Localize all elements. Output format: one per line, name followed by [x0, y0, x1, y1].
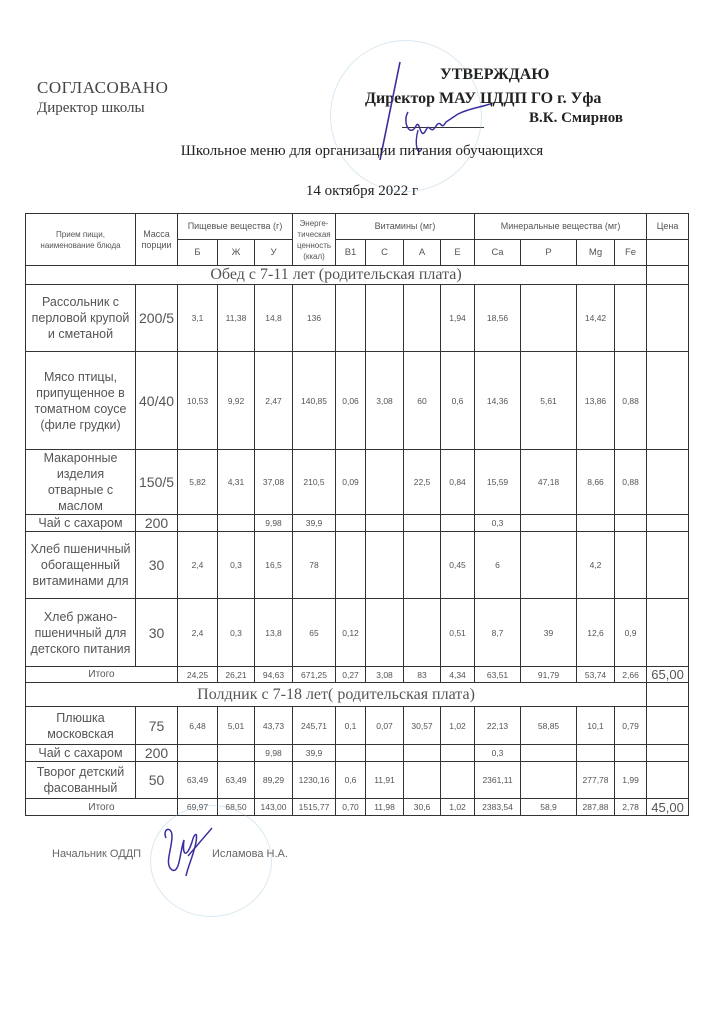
- dish-price: [647, 762, 689, 799]
- total-row: [26, 667, 689, 683]
- total-c: 11,98: [366, 799, 404, 816]
- dish-b1: [336, 285, 366, 352]
- agreed-label: СОГЛАСОВАНО: [37, 78, 169, 97]
- dish-e: 0,45: [441, 532, 475, 599]
- total-row: [26, 799, 689, 816]
- dish-e: 0,84: [441, 450, 475, 515]
- total-mg: 287,88: [577, 799, 615, 816]
- total-p: 58,9: [521, 799, 577, 816]
- dish-mg: [577, 515, 615, 532]
- dish-mass: 200: [136, 515, 178, 532]
- dish-ca: 18,56: [475, 285, 521, 352]
- dish-a: [404, 599, 441, 667]
- dish-zh: 5,01: [218, 707, 255, 745]
- dish-price: [647, 352, 689, 450]
- dish-a: [404, 532, 441, 599]
- total-c: 3,08: [366, 667, 404, 683]
- dish-fe: [615, 285, 647, 352]
- dish-e: 1,02: [441, 707, 475, 745]
- dish-name: Чай с сахаром: [26, 515, 136, 532]
- dish-zh: [218, 745, 255, 762]
- dish-name: Мясо птицы, припущенное в томатном соусе (филе грудки): [26, 352, 136, 450]
- dish-a: [404, 762, 441, 799]
- dish-row: [26, 352, 689, 450]
- dish-fe: 0,9: [615, 599, 647, 667]
- dish-fe: 1,99: [615, 762, 647, 799]
- dish-mg: 12,6: [577, 599, 615, 667]
- dish-name: Хлеб ржано-пшеничный для детского питания: [26, 599, 136, 667]
- dish-energy: 78: [293, 532, 336, 599]
- header-ca: Ca: [475, 240, 521, 266]
- dish-e: [441, 762, 475, 799]
- dish-row: [26, 515, 689, 532]
- dish-b1: [336, 515, 366, 532]
- dish-b1: 0,1: [336, 707, 366, 745]
- dish-row: [26, 532, 689, 599]
- dish-b: 2,4: [178, 599, 218, 667]
- footer-signature: [158, 820, 218, 880]
- dish-mg: 14,42: [577, 285, 615, 352]
- dish-price: [647, 515, 689, 532]
- dish-c: 3,08: [366, 352, 404, 450]
- dish-mg: 277,78: [577, 762, 615, 799]
- dish-b: [178, 515, 218, 532]
- total-label: Итого: [26, 667, 178, 683]
- dish-b1: 0,06: [336, 352, 366, 450]
- dish-p: [521, 285, 577, 352]
- dish-mass: 30: [136, 532, 178, 599]
- dish-e: [441, 745, 475, 762]
- header-u: У: [255, 240, 293, 266]
- dish-a: 22,5: [404, 450, 441, 515]
- dish-u: 13,8: [255, 599, 293, 667]
- dish-b: 2,4: [178, 532, 218, 599]
- total-a: 83: [404, 667, 441, 683]
- dish-energy: 140,85: [293, 352, 336, 450]
- total-fe: 2,78: [615, 799, 647, 816]
- total-a: 30,6: [404, 799, 441, 816]
- dish-mg: 4,2: [577, 532, 615, 599]
- dish-a: [404, 745, 441, 762]
- dish-c: 11,91: [366, 762, 404, 799]
- dish-name: Хлеб пшеничный обогащенный витаминами для: [26, 532, 136, 599]
- dish-p: 39: [521, 599, 577, 667]
- dish-energy: 1230,16: [293, 762, 336, 799]
- total-zh: 26,21: [218, 667, 255, 683]
- menu-table: [25, 213, 689, 816]
- dish-price: [647, 707, 689, 745]
- total-b: 24,25: [178, 667, 218, 683]
- dish-ca: 14,36: [475, 352, 521, 450]
- dish-row: [26, 599, 689, 667]
- dish-b: 5,82: [178, 450, 218, 515]
- dish-price: [647, 599, 689, 667]
- dish-u: 2,47: [255, 352, 293, 450]
- dish-b: 63,49: [178, 762, 218, 799]
- dish-a: [404, 515, 441, 532]
- dish-fe: 0,88: [615, 450, 647, 515]
- dish-zh: 4,31: [218, 450, 255, 515]
- dish-mg: 10,1: [577, 707, 615, 745]
- dish-zh: 9,92: [218, 352, 255, 450]
- dish-p: [521, 532, 577, 599]
- dish-p: 47,18: [521, 450, 577, 515]
- dish-row: [26, 707, 689, 745]
- dish-energy: 136: [293, 285, 336, 352]
- dish-price: [647, 745, 689, 762]
- dish-zh: 0,3: [218, 599, 255, 667]
- dish-ca: 0,3: [475, 515, 521, 532]
- dish-fe: [615, 532, 647, 599]
- dish-price: [647, 532, 689, 599]
- dish-name: Макаронные изделия отварные с маслом: [26, 450, 136, 515]
- total-fe: 2,66: [615, 667, 647, 683]
- header-minerals: Минеральные вещества (мг): [475, 214, 647, 240]
- total-e: 4,34: [441, 667, 475, 683]
- dish-b1: 0,6: [336, 762, 366, 799]
- total-u: 143,00: [255, 799, 293, 816]
- dish-name: Плюшка московская: [26, 707, 136, 745]
- header-b: Б: [178, 240, 218, 266]
- price-cell: [647, 683, 689, 707]
- dish-c: [366, 285, 404, 352]
- dish-name: Чай с сахаром: [26, 745, 136, 762]
- dish-energy: 39,9: [293, 745, 336, 762]
- footer-position: Начальник ОДДП: [52, 848, 142, 860]
- dish-mass: 30: [136, 599, 178, 667]
- section-row: [26, 683, 689, 707]
- dish-u: 89,29: [255, 762, 293, 799]
- total-label: Итого: [26, 799, 178, 816]
- dish-c: [366, 515, 404, 532]
- dish-p: 58,85: [521, 707, 577, 745]
- dish-b: 10,53: [178, 352, 218, 450]
- dish-name: Творог детский фасованный: [26, 762, 136, 799]
- dish-e: 0,51: [441, 599, 475, 667]
- dish-ca: 0,3: [475, 745, 521, 762]
- dish-fe: 0,88: [615, 352, 647, 450]
- total-e: 1,02: [441, 799, 475, 816]
- dish-c: [366, 745, 404, 762]
- dish-u: 37,08: [255, 450, 293, 515]
- dish-c: [366, 532, 404, 599]
- dish-mg: [577, 745, 615, 762]
- header-meal: Прием пищи, наименование блюда: [26, 214, 136, 266]
- dish-c: [366, 599, 404, 667]
- header-p: P: [521, 240, 577, 266]
- dish-u: 14,8: [255, 285, 293, 352]
- footer-name: Исламова Н.А.: [212, 848, 288, 860]
- dish-e: 1,94: [441, 285, 475, 352]
- header-mass: Масса порции: [136, 214, 178, 266]
- dish-mass: 200/5: [136, 285, 178, 352]
- dish-a: 60: [404, 352, 441, 450]
- dish-e: [441, 515, 475, 532]
- dish-b1: [336, 532, 366, 599]
- dish-b1: 0,12: [336, 599, 366, 667]
- price-cell: [647, 266, 689, 285]
- dish-b: 3,1: [178, 285, 218, 352]
- dish-p: [521, 515, 577, 532]
- dish-energy: 39,9: [293, 515, 336, 532]
- header-mg: Mg: [577, 240, 615, 266]
- dish-zh: 0,3: [218, 532, 255, 599]
- header-vitamins: Витамины (мг): [336, 214, 475, 240]
- dish-row: [26, 285, 689, 352]
- dish-mg: 8,66: [577, 450, 615, 515]
- total-mg: 53,74: [577, 667, 615, 683]
- dish-price: [647, 450, 689, 515]
- dish-ca: 22,13: [475, 707, 521, 745]
- total-b: 69,97: [178, 799, 218, 816]
- dish-e: 0,6: [441, 352, 475, 450]
- header-fe: Fe: [615, 240, 647, 266]
- header-a: A: [404, 240, 441, 266]
- header-zh: Ж: [218, 240, 255, 266]
- header-price: Цена: [647, 214, 689, 240]
- dish-mass: 75: [136, 707, 178, 745]
- dish-name: Рассольник с перловой крупой и сметаной: [26, 285, 136, 352]
- document-title: Школьное меню для организации питания обучающихся: [180, 143, 544, 159]
- dish-p: [521, 745, 577, 762]
- dish-ca: 6: [475, 532, 521, 599]
- dish-energy: 245,71: [293, 707, 336, 745]
- dish-zh: 11,38: [218, 285, 255, 352]
- total-price: 45,00: [647, 799, 689, 816]
- header-price-empty: [647, 240, 689, 266]
- dish-u: 9,98: [255, 745, 293, 762]
- total-zh: 68,50: [218, 799, 255, 816]
- dish-ca: 8,7: [475, 599, 521, 667]
- dish-price: [647, 285, 689, 352]
- section-title: Полдник с 7-18 лет( родительская плата): [26, 683, 647, 707]
- dish-zh: [218, 515, 255, 532]
- dish-ca: 2361,11: [475, 762, 521, 799]
- header-energy: Энерге-тическая ценность (ккал): [293, 214, 336, 266]
- approve-position: Директор МАУ ЦДДП ГО г. Уфа: [365, 90, 602, 107]
- header-b1: B1: [336, 240, 366, 266]
- dish-mass: 150/5: [136, 450, 178, 515]
- dish-mass: 40/40: [136, 352, 178, 450]
- total-b1: 0,27: [336, 667, 366, 683]
- agreed-position: Директор школы: [37, 100, 145, 116]
- dish-b: 6,48: [178, 707, 218, 745]
- dish-a: 30,57: [404, 707, 441, 745]
- dish-b1: 0,09: [336, 450, 366, 515]
- dish-u: 16,5: [255, 532, 293, 599]
- header-e: E: [441, 240, 475, 266]
- header-c: C: [366, 240, 404, 266]
- dish-b: [178, 745, 218, 762]
- dish-mg: 13,86: [577, 352, 615, 450]
- dish-row: [26, 450, 689, 515]
- total-ca: 2383,54: [475, 799, 521, 816]
- dish-mass: 200: [136, 745, 178, 762]
- dish-fe: 0,79: [615, 707, 647, 745]
- dish-u: 9,98: [255, 515, 293, 532]
- total-b1: 0,70: [336, 799, 366, 816]
- dish-mass: 50: [136, 762, 178, 799]
- dish-ca: 15,59: [475, 450, 521, 515]
- dish-energy: 210,5: [293, 450, 336, 515]
- dish-b1: [336, 745, 366, 762]
- dish-u: 43,73: [255, 707, 293, 745]
- dish-row: [26, 745, 689, 762]
- dish-row: [26, 762, 689, 799]
- dish-zh: 63,49: [218, 762, 255, 799]
- total-energy: 1515,77: [293, 799, 336, 816]
- total-p: 91,79: [521, 667, 577, 683]
- approve-label: УТВЕРЖДАЮ: [440, 66, 550, 83]
- header-nutrients: Пищевые вещества (г): [178, 214, 293, 240]
- total-price: 65,00: [647, 667, 689, 683]
- dish-a: [404, 285, 441, 352]
- total-u: 94,63: [255, 667, 293, 683]
- dish-p: 5,61: [521, 352, 577, 450]
- dish-c: 0,07: [366, 707, 404, 745]
- total-ca: 63,51: [475, 667, 521, 683]
- section-row: [26, 266, 689, 285]
- dish-c: [366, 450, 404, 515]
- dish-p: [521, 762, 577, 799]
- dish-energy: 65: [293, 599, 336, 667]
- approve-name: В.К. Смирнов: [528, 110, 623, 126]
- total-energy: 671,25: [293, 667, 336, 683]
- section-title: Обед с 7-11 лет (родительская плата): [26, 266, 647, 285]
- document-date: 14 октября 2022 г: [305, 183, 419, 199]
- dish-fe: [615, 745, 647, 762]
- dish-fe: [615, 515, 647, 532]
